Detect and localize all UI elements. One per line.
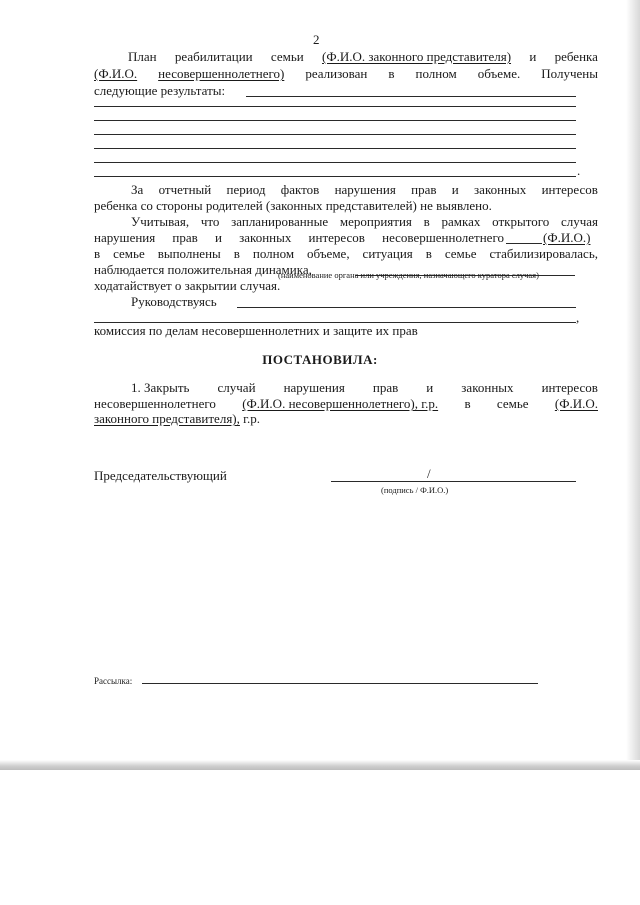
results-label: следующие результаты: <box>94 83 226 98</box>
minor-fio-birthyear-placeholder: (Ф.И.О. несовершеннолетнего), г.р. <box>242 396 439 411</box>
mailing-label: Рассылка: <box>94 676 133 686</box>
scan-shadow-right <box>626 0 640 770</box>
results-blank-line <box>94 148 576 149</box>
legal-representative-placeholder: законного представителя), <box>94 411 240 426</box>
fio-blank-line <box>506 243 542 244</box>
word: несовершеннолетнего <box>382 230 504 245</box>
word: законных <box>474 182 527 197</box>
decision-heading: ПОСТАНОВИЛА: <box>262 352 378 367</box>
word: семье <box>444 246 477 261</box>
word: Учитывая, <box>131 214 190 229</box>
word: объеме. <box>477 66 521 81</box>
word: в <box>464 396 471 411</box>
word: что <box>200 214 220 229</box>
results-blank-line <box>246 96 576 97</box>
word: семье <box>113 246 145 261</box>
organ-caption: (наименование органа или учреждения, назначающего куратора случая) <box>278 270 539 280</box>
word: Получены <box>541 66 598 81</box>
word: в <box>233 246 240 261</box>
scan-shadow-bottom <box>0 760 640 770</box>
word: открытого <box>492 214 550 229</box>
word: период <box>226 182 266 197</box>
para2-line2: ребенка со стороны родителей (законных представителей) не выявлено. <box>94 198 492 213</box>
para3-line4: наблюдается положительная динамика, <box>94 262 312 277</box>
mailing-blank-line <box>142 683 538 684</box>
word: запланированные <box>231 214 329 229</box>
word: нарушения <box>94 230 156 245</box>
word: прав <box>372 380 399 395</box>
word: в <box>423 214 430 229</box>
word: семьи <box>270 49 304 64</box>
word: и <box>426 380 434 395</box>
word: рамках <box>441 214 481 229</box>
para3-line3 <box>94 247 598 261</box>
word: выполнены <box>157 246 221 261</box>
word: в <box>388 66 395 81</box>
guided-by-blank-line <box>237 307 576 308</box>
word: ситуация <box>362 246 413 261</box>
para3-line1 <box>131 215 598 229</box>
word: несовершеннолетнего <box>94 396 216 411</box>
word: и <box>214 230 222 245</box>
results-blank-line <box>94 106 576 107</box>
word: реабилитации <box>174 49 253 64</box>
word: случая <box>560 214 598 229</box>
results-blank-line <box>94 176 576 177</box>
word: в <box>94 246 101 261</box>
word: прав <box>411 182 437 197</box>
word: объеме, <box>307 246 350 261</box>
word: нарушения <box>283 380 345 395</box>
birthyear-text: г.р. <box>239 411 261 426</box>
word: фактов <box>280 182 320 197</box>
para1-line1 <box>128 50 598 64</box>
word: семье <box>496 396 529 411</box>
word: интересов <box>308 230 365 245</box>
signature-caption: (подпись / Ф.И.О.) <box>381 485 449 495</box>
guided-by-comma: , <box>576 310 580 325</box>
results-period: . <box>577 163 581 178</box>
word: нарушения <box>334 182 396 197</box>
word: в <box>425 246 432 261</box>
word: и <box>451 182 459 197</box>
word: ребенка <box>554 49 598 64</box>
decision-line3 <box>94 412 260 426</box>
decision-line2 <box>94 397 598 411</box>
word: интересов <box>541 182 598 197</box>
word: полном <box>415 66 457 81</box>
word: случай <box>217 380 256 395</box>
para1-line2 <box>94 67 598 81</box>
page-number: 2 <box>313 32 320 47</box>
para3-line2 <box>94 231 504 245</box>
legal-representative-fio-placeholder: (Ф.И.О. <box>554 396 598 411</box>
results-blank-line <box>94 134 576 135</box>
decision-line1 <box>131 381 598 395</box>
para3-line5: ходатайствует о закрытии случая. <box>94 278 281 293</box>
word: За <box>131 182 144 197</box>
minor-fio-placeholder: (Ф.И.О.) <box>543 230 591 245</box>
word: и <box>529 49 537 64</box>
word: реализован <box>305 66 368 81</box>
minor-name-placeholder-part2: несовершеннолетнего) <box>158 66 285 81</box>
minor-name-placeholder-part1: (Ф.И.О. <box>94 66 138 81</box>
chairperson-label: Председательствующий <box>94 468 227 483</box>
word: прав <box>172 230 198 245</box>
word: законных <box>461 380 514 395</box>
word: 1. Закрыть <box>131 380 190 395</box>
results-blank-line <box>94 162 576 163</box>
word: План <box>128 49 157 64</box>
word: мероприятия <box>339 214 412 229</box>
word: стабилизировалась, <box>489 246 598 261</box>
para2-line1 <box>131 183 598 197</box>
word: законных <box>239 230 292 245</box>
signature-line <box>331 481 576 482</box>
legal-representative-name-placeholder: (Ф.И.О. законного представителя) <box>322 49 512 64</box>
signature-slash: / <box>427 466 431 481</box>
word: интересов <box>541 380 598 395</box>
word: полном <box>252 246 295 261</box>
commission-name: комиссия по делам несовершеннолетних и защите их прав <box>94 323 418 338</box>
results-blank-line <box>94 120 576 121</box>
guided-by-label: Руководствуясь <box>131 294 217 309</box>
word: отчетный <box>158 182 212 197</box>
